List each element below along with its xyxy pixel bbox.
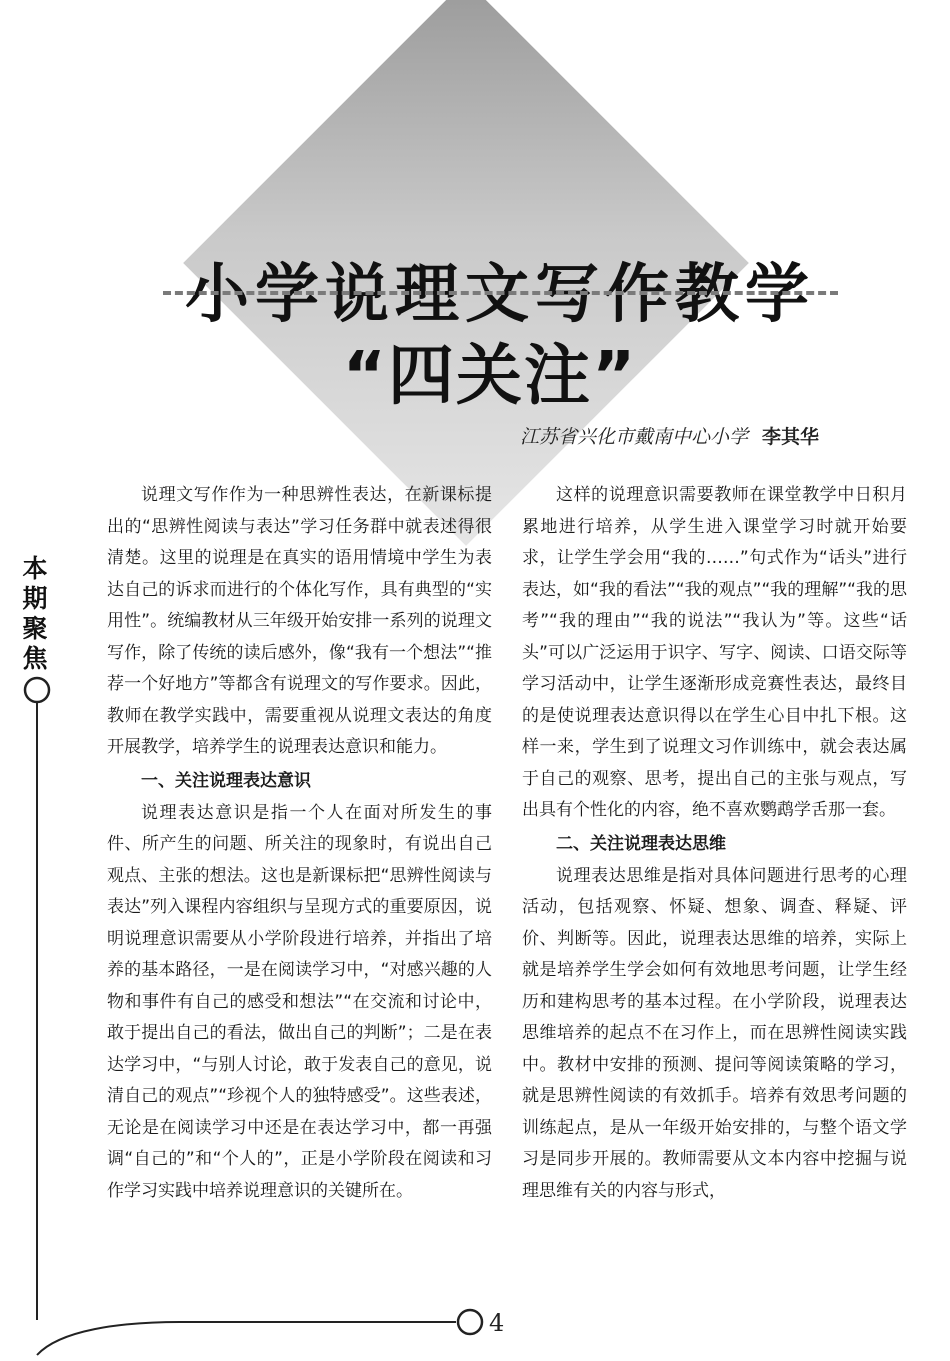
footer-ring-icon <box>458 1310 482 1334</box>
section-1-continued-paragraph: 这样的说理意识需要教师在课堂教学中日积月累地进行培养，从学生进入课堂学习时就开始要求，让学生学会用“我的……”句式作为“话头”进行表达，如“我的看法”“我的观点”“我的理解”“我的思考”“我的理由”“我的说法”“我认为”等。这些“话头”可以广泛运用于识字、写字、阅读、口语交际等学习活动中，让学生逐渐形成竞赛性表达，最终目的是使说理表达意识得以在学生心目中扎下根。这样一来，学生到了说理文习作训练中，就会表达属于自己的观察、思考，提出自己的主张与观点，写出具有个性化的内容，绝不喜欢鹦鹉学舌那一套。 <box>522 485 907 820</box>
section-label-char: 焦 <box>22 644 48 673</box>
section-label-char: 聚 <box>22 614 48 643</box>
author-name: 李其华 <box>762 426 820 448</box>
section-label-char: 本 <box>22 554 48 583</box>
left-column <box>107 480 492 1207</box>
article-subtitle: “四关注” <box>342 337 638 414</box>
intro-paragraph: 说理文写作作为一种思辨性表达，在新课标提出的“思辨性阅读与表达”学习任务群中就表述得很清楚。这里的说理是在真实的语用情境中学生为表达自己的诉求而进行的个体化写作，具有典型的“实用性”。统编教材从三年级开始安排一系列的说理文写作，除了传统的读后感外，像“我有一个想法”“推荐一个好地方”等都含有说理文的写作要求。因此，教师在教学实践中，需要重视从说理文表达的角度开展教学，培养学生的说理表达意识和能力。 <box>107 485 492 757</box>
side-ring-icon <box>25 678 49 702</box>
right-column <box>522 480 907 1207</box>
section-heading-1: 一、关注说理表达意识 <box>141 770 311 791</box>
section-2-paragraph: 说理表达思维是指对具体问题进行思考的心理活动，包括观察、怀疑、想象、调查、释疑、评价、判断等。因此，说理表达思维的培养，实际上就是培养学生学会如何有效地思考问题，让学生经历和建构思考的基本过程。在小学阶段，说理表达思维培养的起点不在习作上，而在思辨性阅读实践中。教材中安排的预测、提问等阅读策略的学习，就是思辨性阅读的有效抓手。培养有效思考问题的训练起点，是从一年级开始安排的，与整个语文学习是同步开展的。教师需要从文本内容中挖掘与说理思维有关的内容与形式， <box>522 865 907 1201</box>
author-school: 江苏省兴化市戴南中心小学 <box>520 426 749 448</box>
section-label-char: 期 <box>22 584 48 613</box>
footer-curve <box>37 1322 456 1355</box>
page-number: 4 <box>489 1309 505 1337</box>
article-title: 小学说理文写作教学 <box>185 257 815 332</box>
section-1-paragraph: 说理表达意识是指一个人在面对所发生的事件、所产生的问题、所关注的现象时，有说出自己观点、主张的想法。这也是新课标把“思辨性阅读与表达”列入课程内容组织与呈现方式的重要原因，说明说理意识需要从小学阶段进行培养，并指出了培养的基本路径，一是在阅读学习中，“对感兴趣的人物和事件有自己的感受和想法”“在交流和讨论中，敢于提出自己的看法，做出自己的判断”；二是在表达学习中，“与别人讨论，敢于发表自己的意见，说清自己的观点”“珍视个人的独特感受”。这些表述，无论是在阅读学习中还是在表达学习中，都一再强调“自己的”和“个人的”，正是小学阶段在阅读和习作学习实践中培养说理意识的关键所在。 <box>107 802 492 1201</box>
section-heading-2: 二、关注说理表达思维 <box>556 833 726 854</box>
